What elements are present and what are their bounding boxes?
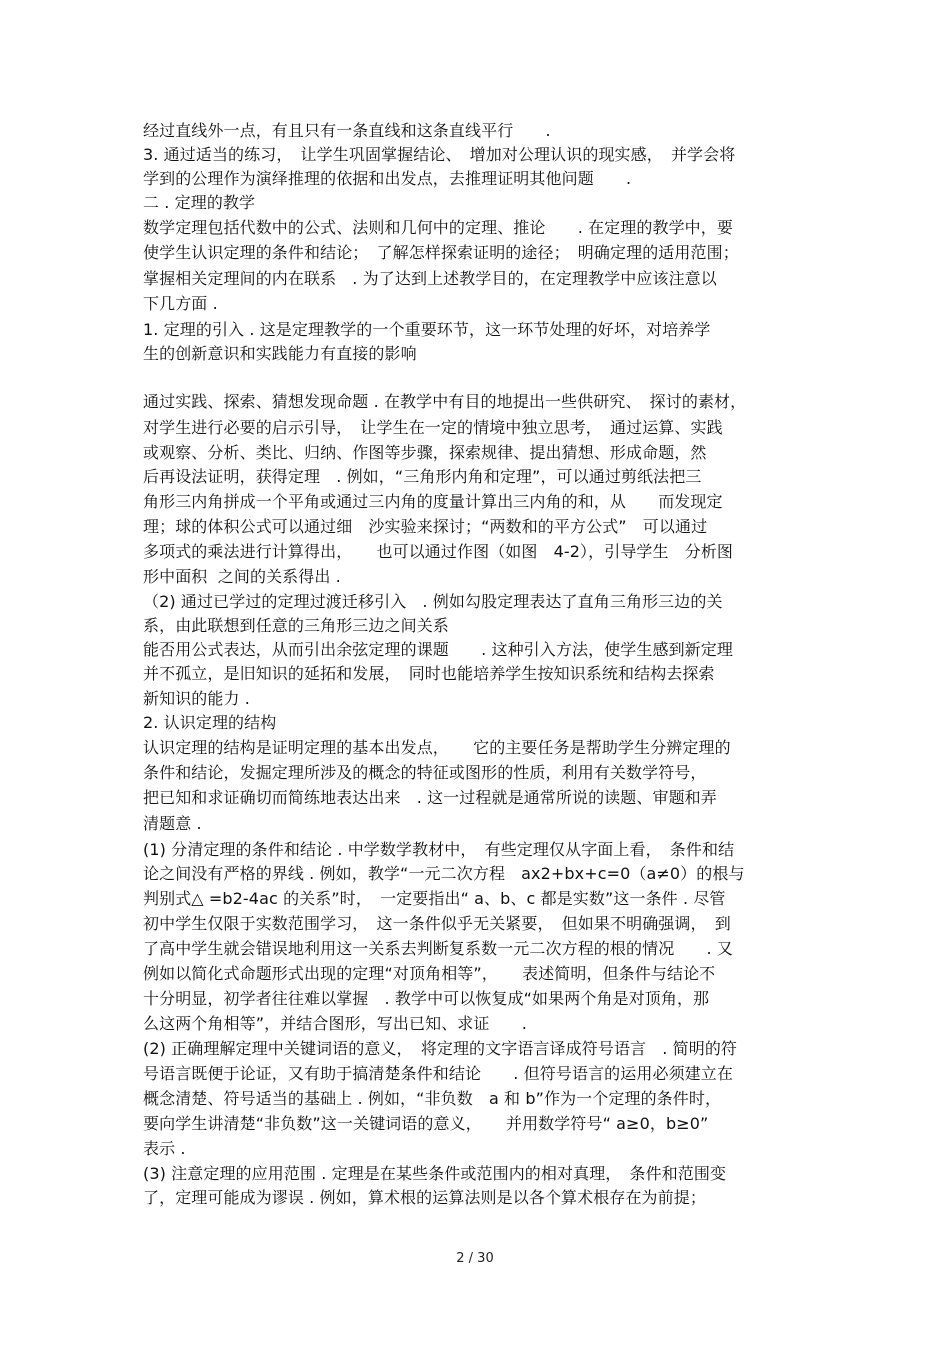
page-number: 2 / 30 (456, 1251, 494, 1266)
text-line: 角形三内角拼成一个平角或通过三内角的度量计算出三内角的和，从 而发现定 (143, 492, 723, 511)
text-line: 数学定理包括代数中的公式、法则和几何中的定理、推论 . 在定理的教学中，要 (143, 218, 733, 237)
text-line: 清题意 . (143, 814, 202, 833)
text-line: 新知识的能力 . (143, 689, 250, 708)
text-line: 或观察、分析、类比、归纳、作图等步骤，探索规律、提出猜想、形成命题，然 (143, 443, 707, 462)
text-line: 了，定理可能成为谬误 . 例如，算术根的运算法则是以各个算术根存在为前提； (143, 1188, 706, 1207)
text-line: 系，由此联想到任意的三角形三边之间关系 (143, 616, 449, 635)
text-line: (3) 注意定理的应用范围 . 定理是在某些条件或范围内的相对真理， 条件和范围变 (143, 1164, 727, 1183)
text-line: 了高中学生就会错误地利用这一关系去判断复系数一元二次方程的根的情况 . 又 (143, 939, 733, 958)
text-line: 概念清楚、符号适当的基础上 . 例如，“非负数 a 和 b”作为一个定理的条件时， (143, 1089, 722, 1108)
text-line: （2) 通过已学过的定理过渡迁移引入 . 例如勾股定理表达了直角三角形三边的关 (143, 592, 723, 611)
text-line: 论之间没有严格的界线 . 例如，教学“一元二次方程 ax2+bx+c=0（a≠0）的根与 (143, 864, 745, 883)
text-line: 表示 . (143, 1139, 186, 1158)
text-line: 3. 通过适当的练习， 让学生巩固掌握结论、 增加对公理认识的现实感， 并学会将 (143, 145, 736, 164)
text-line: 使学生认识定理的条件和结论； 了解怎样探索证明的途径； 明确定理的适用范围； (143, 243, 739, 262)
text-line: 掌握相关定理间的内在联系 . 为了达到上述教学目的，在定理教学中应该注意以 (143, 269, 717, 288)
text-line: 学到的公理作为演绎推理的依据和出发点，去推理证明其他问题 . (143, 169, 632, 188)
text-line: (2) 正确理解定理中关键词语的意义， 将定理的文字语言译成符号语言 . 简明的符 (143, 1039, 738, 1058)
text-line: 条件和结论，发掘定理所涉及的概念的特征或图形的性质，利用有关数学符号， (143, 763, 707, 782)
text-line: 对学生进行必要的启示引导， 让学生在一定的情境中独立思考， 通过运算、实践 (143, 418, 723, 437)
section-heading: 二 . 定理的教学 (143, 193, 256, 212)
text-line: 认识定理的结构是证明定理的基本出发点， 它的主要任务是帮助学生分辨定理的 (143, 738, 731, 757)
text-line: 下几方面 . (143, 294, 218, 313)
text-line: 并不孤立，是旧知识的延拓和发展， 同时也能培养学生按知识系统和结构去探索 (143, 664, 715, 683)
text-line: 后再设法证明，获得定理 . 例如，“三角形内角和定理”，可以通过剪纸法把三 (143, 467, 702, 486)
text-line: 要向学生讲清楚“非负数”这一关键词语的意义， 并用数学符号“ a≥0，b≥0” (143, 1114, 709, 1133)
text-line: 1. 定理的引入 . 这是定理教学的一个重要环节，这一环节处理的好坏，对培养学 (143, 320, 711, 339)
text-line: 号语言既便于论证，又有助于搞清楚条件和结论 . 但符号语言的运用必须建立在 (143, 1064, 733, 1083)
text-line: 形中面积 之间的关系得出 . (143, 567, 341, 586)
text-line: (1) 分清定理的条件和结论 . 中学数学教材中， 有些定理仅从字面上看， 条件和结 (143, 840, 735, 859)
text-line: 十分明显，初学者往往难以掌握 . 教学中可以恢复成“如果两个角是对顶角，那 (143, 989, 710, 1008)
text-line: 么这两个角相等”，并结合图形，写出已知、求证 . (143, 1014, 527, 1033)
text-line: 理；球的体积公式可以通过细 沙实验来探讨；“两数和的平方公式” 可以通过 (143, 517, 708, 536)
text-line: 通过实践、探索、猜想发现命题 . 在教学中有目的地提出一些供研究、 探讨的素材， (143, 392, 747, 411)
text-line: 初中学生仅限于实数范围学习， 这一条件似乎无关紧要， 但如果不明确强调， 到 (143, 914, 731, 933)
text-line: 例如以简化式命题形式出现的定理“对顶角相等”， 表述简明，但条件与结论不 (143, 964, 716, 983)
section-heading: 2. 认识定理的结构 (143, 713, 277, 732)
text-line: 能否用公式表达，从而引出余弦定理的课题 . 这种引入方法，使学生感到新定理 (143, 640, 733, 659)
text-line: 多项式的乘法进行计算得出， 也可以通过作图（如图 4-2），引导学生 分析图 (143, 542, 734, 561)
text-line: 把已知和求证确切而简练地表达出来 . 这一过程就是通常所说的读题、审题和弄 (143, 788, 717, 807)
text-line: 生的创新意识和实践能力有直接的影响 (143, 344, 417, 363)
text-line: 经过直线外一点，有且只有一条直线和这条直线平行 . (143, 121, 551, 140)
text-line: 判别式△ =b2-4ac 的关系”时， 一定要指出“ a、b、c 都是实数”这一条件 . 尽管 (143, 889, 726, 908)
